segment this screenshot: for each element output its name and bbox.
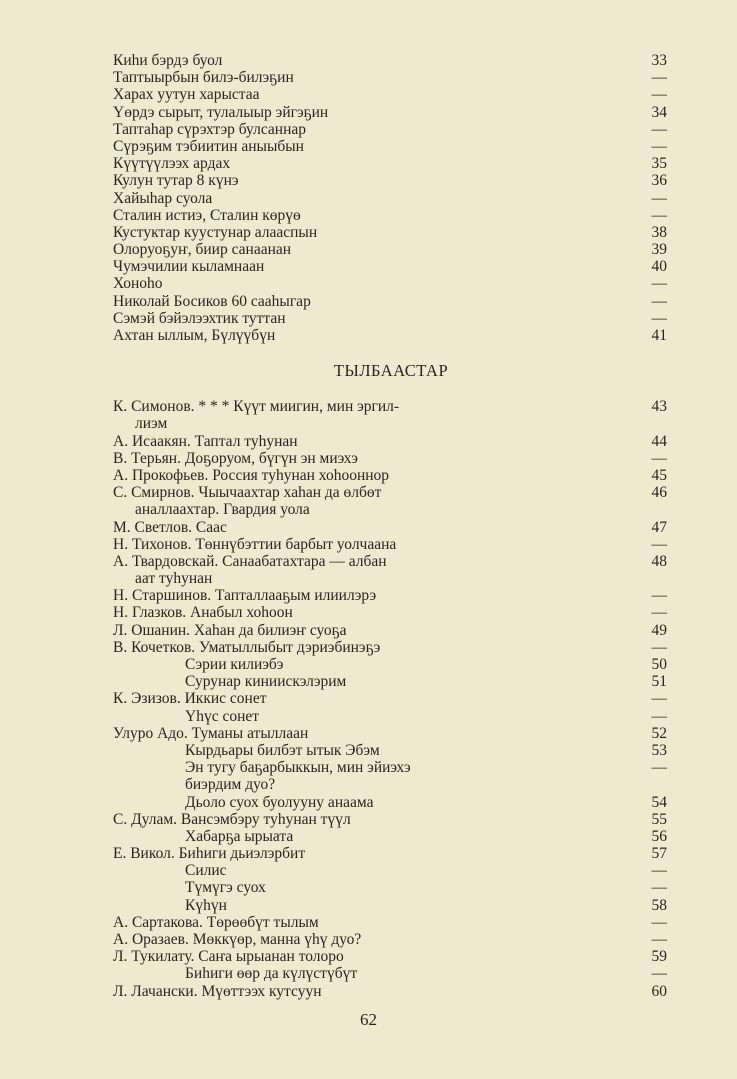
toc-entry-title: Чумэчилии кыламнаан — [113, 258, 265, 276]
toc-entry-page: 59 — [651, 948, 667, 966]
toc-entry-page: — — [651, 879, 667, 897]
toc-entry — [113, 415, 669, 432]
toc-entry — [113, 690, 669, 707]
toc-entry-page: — — [651, 137, 667, 155]
toc-entry — [113, 433, 669, 450]
toc-entry-title: М. Светлов. Саас — [113, 518, 227, 536]
toc-entry-title: Н. Тихонов. Төннүбэттии барбыт уолчаана — [113, 535, 397, 553]
toc-entry — [113, 862, 669, 879]
toc-entry-title: Үһүс сонет — [185, 707, 260, 725]
toc-entry-page: 51 — [651, 673, 667, 691]
toc-entry — [113, 293, 669, 310]
toc-entry-title: Н. Глазков. Анабыл хоһоон — [113, 604, 293, 622]
toc-entry-title: С. Смирнов. Чыычаахтар хаһан да өлбөт — [113, 484, 382, 502]
toc-list-translations — [113, 398, 669, 1000]
toc-entry-title: Силис — [185, 862, 227, 880]
toc-entry-page: 54 — [651, 793, 667, 811]
toc-entry-title: лиэм — [135, 415, 168, 433]
toc-entry-title: Сэрии килиэбэ — [185, 656, 284, 673]
toc-entry-title: Сурунар киниискэлэрим — [185, 673, 347, 691]
toc-entry-title: Биһиги өөр да күлүстүбүт — [185, 965, 358, 983]
toc-entry-page: 36 — [651, 172, 667, 190]
toc-entry-title: Күүтүүлээх ардах — [113, 155, 231, 173]
toc-entry-page: 41 — [651, 327, 667, 344]
toc-entry-title: Сэмэй бэйэлээхтик туттан — [113, 309, 286, 327]
toc-entry-page: — — [651, 292, 667, 310]
toc-entry-title: Таптыырбын билэ-билэҕин — [113, 69, 294, 87]
toc-entry-page: — — [651, 759, 667, 777]
toc-entry — [113, 673, 669, 690]
toc-entry — [113, 879, 669, 896]
toc-entry-page: — — [651, 913, 667, 931]
toc-entry — [113, 639, 669, 656]
toc-entry-title: А. Прокофьев. Россия туһунан хоһооннор — [113, 466, 390, 484]
toc-entry-title: Таптаһар сүрэхтэр булсаннар — [113, 120, 307, 138]
toc-entry-title: Киһи бэрдэ буол — [113, 52, 223, 69]
toc-entry-title: Сүрэҕим тэбиитин аныыбын — [113, 137, 304, 155]
toc-entry — [113, 587, 669, 604]
toc-entry — [113, 536, 669, 553]
toc-entry — [113, 207, 669, 224]
toc-entry-title: Н. Старшинов. Тапталлааҕым илиилэрэ — [113, 587, 377, 605]
toc-entry-page: — — [651, 535, 667, 553]
toc-entry-page: 58 — [651, 896, 667, 914]
toc-entry — [113, 190, 669, 207]
toc-entry — [113, 742, 669, 759]
toc-entry-title: Л. Лачански. Мүөттээх кутсуун — [113, 982, 322, 1000]
toc-entry — [113, 155, 669, 172]
toc-entry — [113, 241, 669, 258]
toc-entry — [113, 776, 669, 793]
toc-entry-page: — — [651, 587, 667, 605]
toc-entry-page: 35 — [651, 155, 667, 173]
toc-entry-title: К. Эзизов. Иккис сонет — [113, 690, 267, 708]
toc-entry-title: Үөрдэ сырыт, тулалыыр эйгэҕин — [113, 103, 329, 121]
toc-entry-title: А. Твардовскай. Санаабатахтара — албан — [113, 552, 387, 570]
toc-entry — [113, 52, 669, 69]
toc-entry-title: Ахтан ыллым, Бүлүүбүн — [113, 327, 276, 344]
toc-entry — [113, 811, 669, 828]
toc-entry-page: — — [651, 309, 667, 327]
toc-entry-title: Сталин истиэ, Сталин көрүө — [113, 206, 301, 224]
toc-entry — [113, 828, 669, 845]
toc-entry-page: 34 — [651, 103, 667, 121]
page-number: 62 — [360, 1010, 377, 1029]
toc-entry — [113, 398, 669, 415]
toc-entry-title: Николай Босиков 60 сааһыгар — [113, 292, 311, 310]
toc-entry-page: — — [651, 707, 667, 725]
toc-entry — [113, 794, 669, 811]
toc-entry-title: Л. Тукилату. Саҥа ырыанан толоро — [113, 948, 344, 966]
toc-entry-page: 52 — [651, 724, 667, 742]
toc-entry — [113, 450, 669, 467]
toc-entry — [113, 604, 669, 621]
toc-entry-title: Дьоло суох буолууну анаама — [185, 793, 374, 811]
toc-entry-title: А. Оразаев. Мөккүөр, манна үһү дуо? — [113, 931, 362, 948]
toc-entry-title: Олоруоҕуҥ, биир санаанан — [113, 241, 292, 259]
toc-entry — [113, 570, 669, 587]
toc-entry-page: 50 — [651, 656, 667, 673]
toc-entry-page: — — [651, 206, 667, 224]
toc-entry — [113, 656, 669, 673]
toc-entry-page: — — [651, 69, 667, 87]
toc-entry — [113, 484, 669, 501]
toc-entry — [113, 258, 669, 275]
toc-entry-page: 44 — [651, 432, 667, 450]
toc-entry-page: — — [651, 604, 667, 622]
toc-entry — [113, 104, 669, 121]
toc-entry — [113, 501, 669, 518]
toc-entry-title: Эн тугу баҕарбыккын, мин эйиэхэ — [185, 759, 411, 777]
toc-entry-page: 57 — [651, 845, 667, 863]
toc-entry-page: 56 — [651, 827, 667, 845]
toc-entry-title: К. Симонов. * * * Күүт миигин, мин эргил- — [113, 398, 400, 416]
toc-entry — [113, 708, 669, 725]
toc-entry-title: аналлаахтар. Гвардия уола — [135, 501, 310, 519]
toc-entry — [113, 931, 669, 948]
toc-entry-page: 45 — [651, 466, 667, 484]
toc-entry-title: А. Сартакова. Төрөөбүт тылым — [113, 913, 319, 931]
toc-entry-page: — — [651, 449, 667, 467]
toc-entry — [113, 69, 669, 86]
toc-entry-title: С. Дулам. Вансэмбэру туһунан түүл — [113, 810, 351, 828]
toc-entry-title: Түмүгэ суох — [185, 879, 266, 897]
toc-list-poems — [113, 52, 669, 344]
toc-entry-title: В. Терьян. Доҕоруом, бүгүн эн миэхэ — [113, 449, 358, 467]
toc-entry — [113, 121, 669, 138]
toc-entry-page: 33 — [651, 52, 667, 69]
toc-entry-title: Кустуктар куустунар алааспын — [113, 223, 318, 241]
toc-entry — [113, 467, 669, 484]
toc-entry — [113, 327, 669, 344]
toc-entry — [113, 310, 669, 327]
toc-entry-page: 39 — [651, 241, 667, 259]
toc-entry-page: — — [651, 690, 667, 708]
toc-entry-title: А. Исаакян. Таптал туһунан — [113, 432, 298, 450]
toc-entry — [113, 86, 669, 103]
toc-entry-page: 40 — [651, 258, 667, 276]
toc-entry — [113, 172, 669, 189]
toc-entry-page: — — [651, 86, 667, 104]
toc-entry — [113, 983, 669, 1000]
toc-entry-page: 47 — [651, 518, 667, 536]
toc-entry-page: — — [651, 189, 667, 207]
toc-entry-title: аат туһунан — [135, 570, 213, 588]
toc-entry-page: 46 — [651, 484, 667, 502]
toc-entry-page: — — [651, 931, 667, 948]
toc-entry — [113, 948, 669, 965]
section-heading: ТЫЛБААСТАР — [333, 361, 449, 381]
table-of-contents — [113, 52, 669, 1000]
toc-entry-title: Хоноһо — [113, 275, 163, 293]
toc-entry — [113, 897, 669, 914]
toc-entry-page: — — [651, 965, 667, 983]
toc-entry-page: — — [651, 120, 667, 138]
toc-entry-page: — — [651, 638, 667, 656]
toc-entry-page: — — [651, 862, 667, 880]
toc-entry-title: Хайыһар суола — [113, 189, 213, 207]
toc-entry-page: 60 — [651, 982, 667, 1000]
toc-entry-title: В. Кочетков. Уматыллыбыт дэриэбинэҕэ — [113, 638, 381, 656]
toc-entry-page: 53 — [651, 741, 667, 759]
toc-entry — [113, 519, 669, 536]
toc-entry-title: Харах уутун харыстаа — [113, 86, 260, 104]
toc-entry-page: 43 — [651, 398, 667, 416]
toc-entry — [113, 965, 669, 982]
toc-entry — [113, 275, 669, 292]
toc-entry — [113, 725, 669, 742]
toc-entry — [113, 914, 669, 931]
toc-entry-page: 49 — [651, 621, 667, 639]
toc-entry — [113, 759, 669, 776]
toc-entry — [113, 553, 669, 570]
toc-entry-title: Кулун тутар 8 күнэ — [113, 172, 239, 190]
toc-entry-title: Е. Викол. Биһиги дьиэлэрбит — [113, 845, 306, 863]
toc-entry-title: Л. Ошанин. Хаһан да билиэҥ суоҕа — [113, 621, 347, 639]
toc-entry-title: Улуро Адо. Туманы атыллаан — [113, 724, 309, 742]
toc-entry-title: Хабарҕа ырыата — [185, 827, 294, 845]
toc-entry-title: Кырдьары билбэт ытык Эбэм — [185, 741, 380, 759]
toc-entry-page: 55 — [651, 810, 667, 828]
toc-entry-page: — — [651, 275, 667, 293]
toc-entry-title: Күһүн — [185, 896, 227, 914]
toc-entry — [113, 138, 669, 155]
toc-entry-page: 48 — [651, 552, 667, 570]
toc-entry-title: биэрдим дуо? — [185, 776, 276, 794]
toc-entry — [113, 622, 669, 639]
toc-entry — [113, 224, 669, 241]
toc-entry-page: 38 — [651, 223, 667, 241]
toc-entry — [113, 845, 669, 862]
